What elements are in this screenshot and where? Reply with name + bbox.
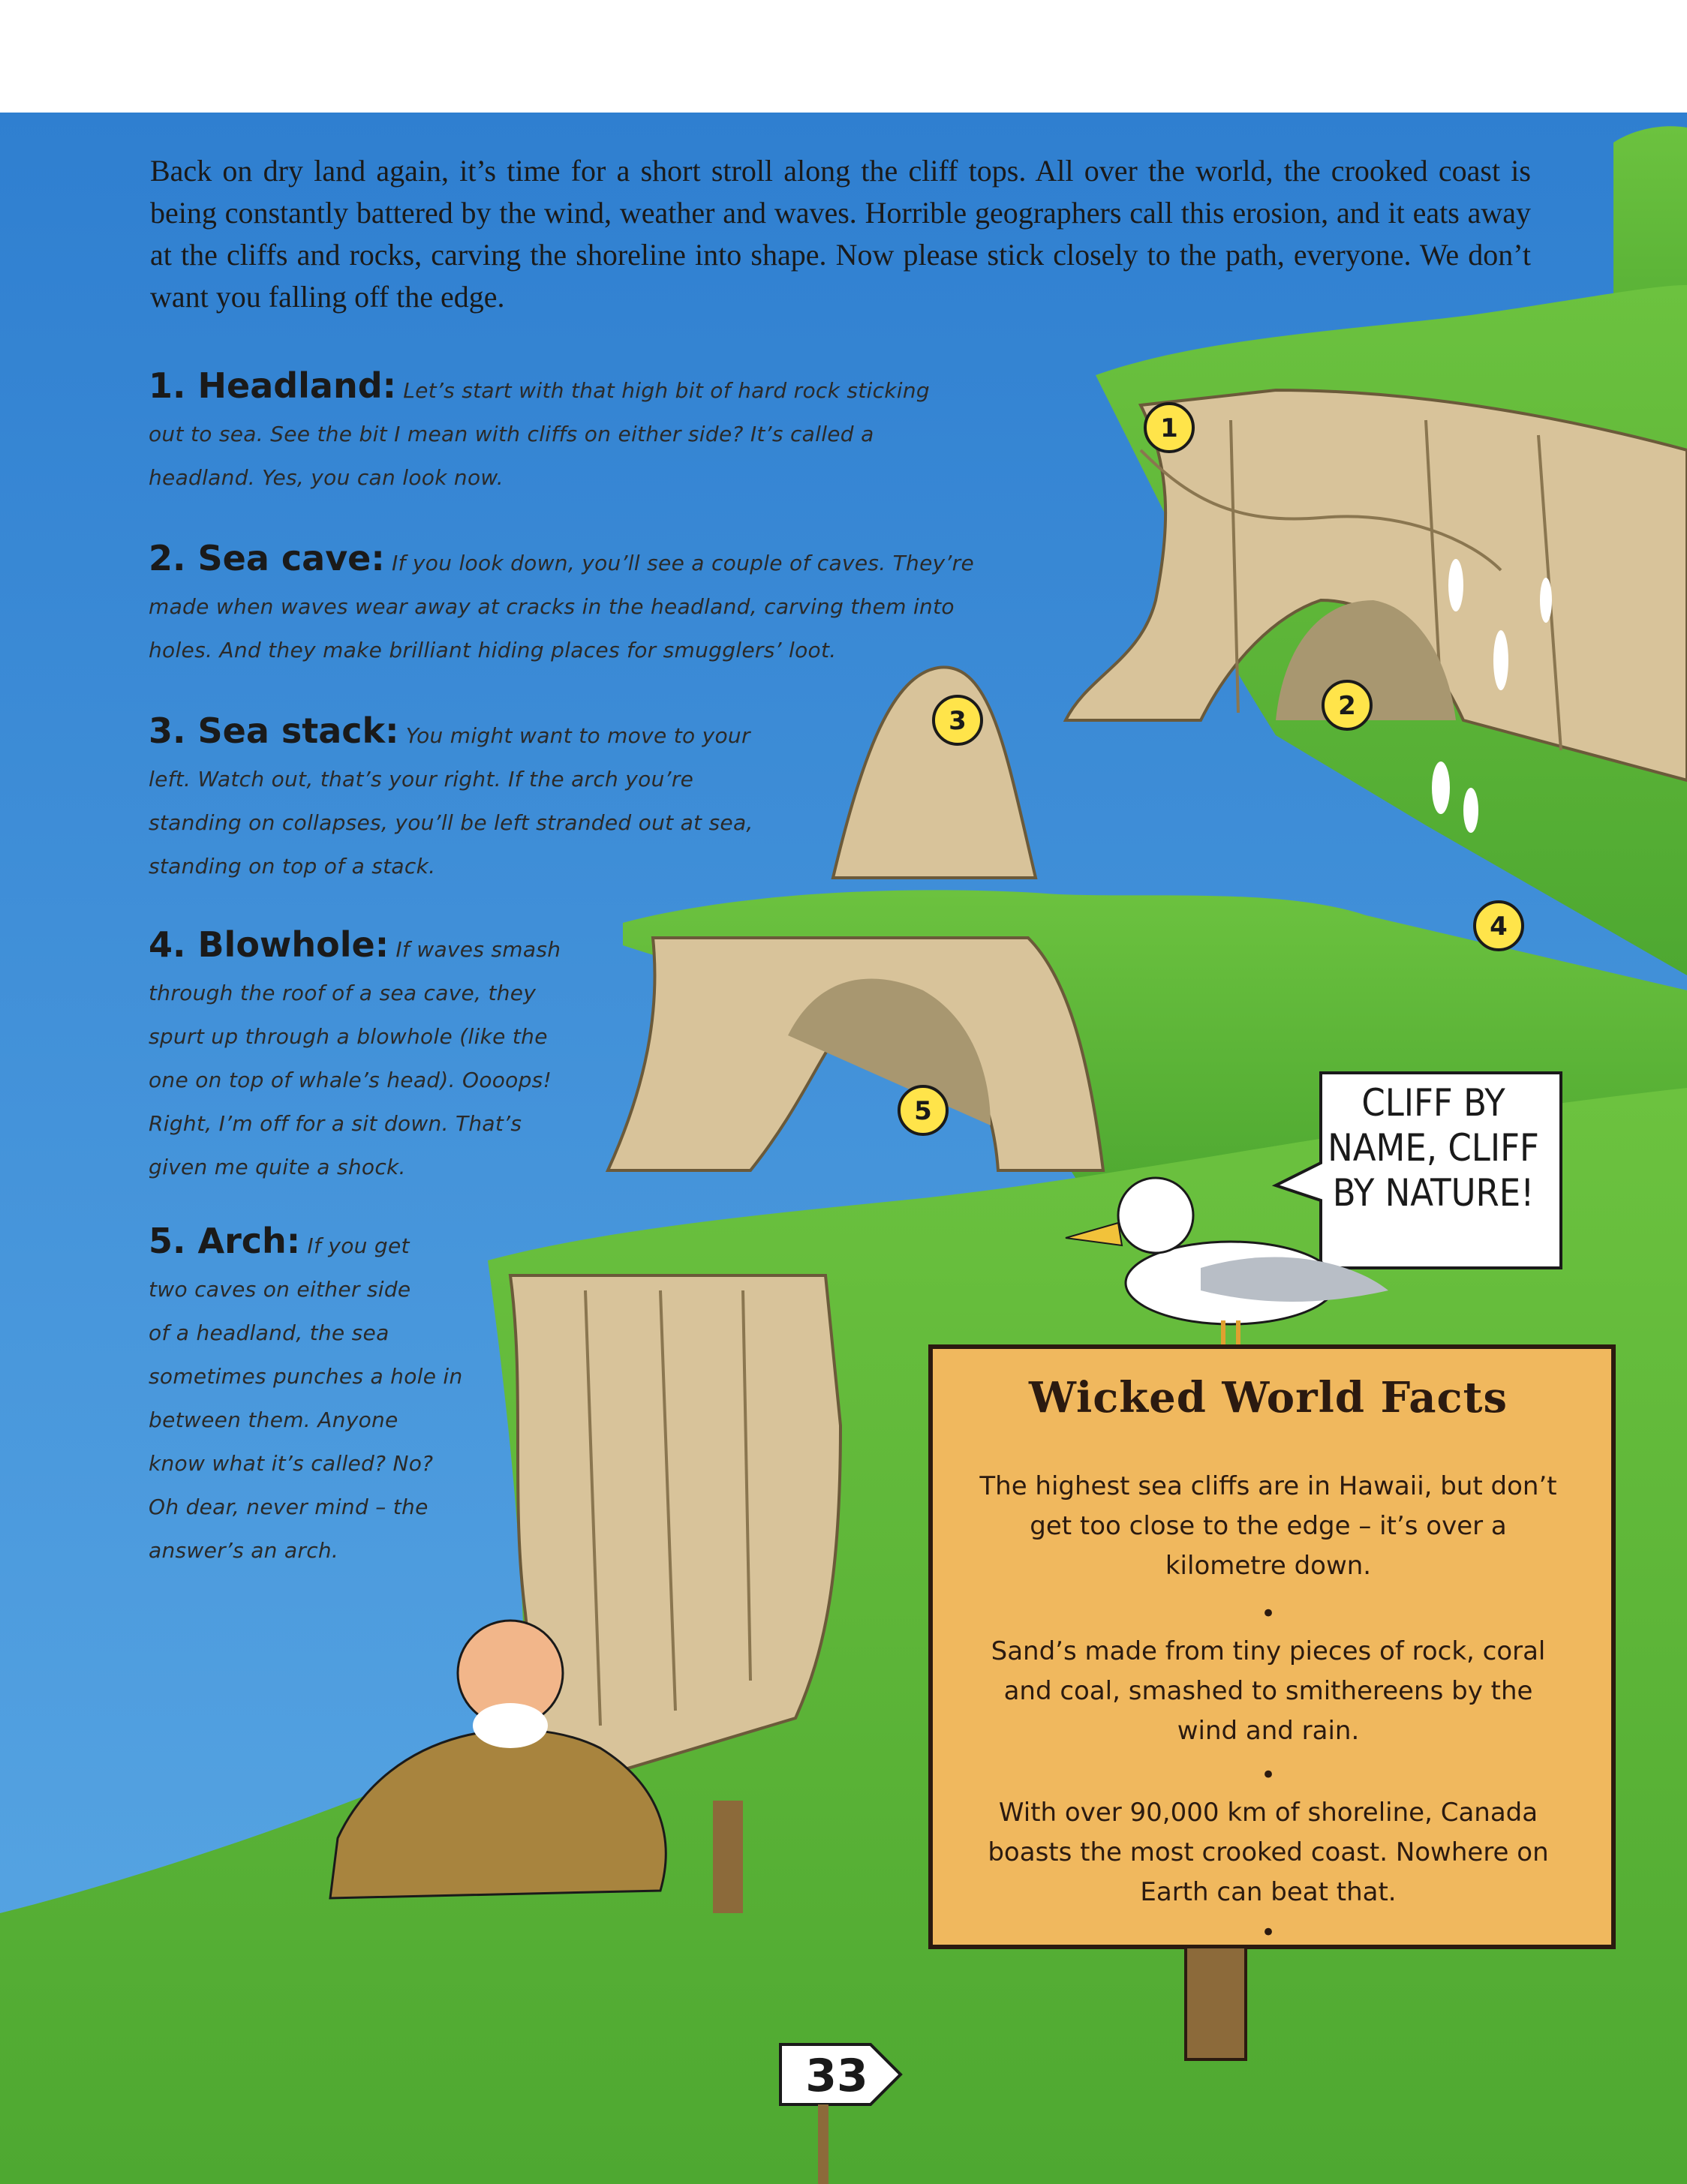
fact-line: With over 90,000 km of shoreline, Canada [998, 1798, 1538, 1828]
feature-headland-heading: 1. Headland: [149, 365, 397, 406]
fact-line: get too close to the edge – it’s over a [1030, 1511, 1507, 1541]
fact-item [976, 1467, 1561, 1586]
fact-line: Sand’s made from tiny pieces of rock, coral [991, 1636, 1546, 1666]
marker-4-label: 4 [1490, 912, 1508, 942]
speech-bubble-text [1313, 1080, 1553, 1215]
feature-arch-line: sometimes punches a hole in [149, 1364, 463, 1389]
marker-5 [899, 1086, 947, 1134]
feature-sea-cave-heading: 2. Sea cave: [149, 538, 385, 578]
feature-arch-line: Oh dear, never mind – the [149, 1495, 429, 1519]
fact-line: The highest sea cliffs are in Hawaii, but don’t [979, 1471, 1557, 1501]
feature-headland-line: Let’s start with that high bit of hard rock sticking [403, 378, 930, 403]
speech-line: CLIFF BY [1361, 1081, 1505, 1125]
feature-headland [149, 364, 1049, 500]
feature-blowhole-line: If waves smash [395, 937, 561, 962]
feature-sea-cave [149, 536, 1049, 672]
feature-arch-line: answer’s an arch. [149, 1538, 339, 1563]
feature-arch-line: know what it’s called? No? [149, 1451, 434, 1476]
feature-arch [149, 1219, 539, 1573]
feature-sea-cave-line: holes. And they make brilliant hiding places for smugglers’ loot. [149, 638, 837, 662]
fact-line: boasts the most crooked coast. Nowhere on [988, 1837, 1549, 1867]
feature-arch-line: If you get [307, 1233, 410, 1258]
bullet-dot: • [1260, 1918, 1277, 1948]
fact-item [976, 1632, 1561, 1751]
feature-blowhole-line: Right, I’m off for a sit down. That’s [149, 1111, 522, 1136]
marker-2 [1323, 681, 1371, 729]
bullet-dot: • [1260, 1599, 1277, 1629]
feature-sea-stack-line: standing on collapses, you’ll be left stranded out at sea, [149, 810, 753, 835]
feature-blowhole-line: spurt up through a blowhole (like the [149, 1024, 548, 1049]
feature-blowhole-line: through the roof of a sea cave, they [149, 981, 537, 1005]
marker-1 [1145, 404, 1193, 452]
fact-item [976, 1793, 1561, 1912]
feature-arch-heading: 5. Arch: [149, 1221, 301, 1261]
facts-title: Wicked World Facts [1029, 1373, 1508, 1422]
feature-sea-cave-line: If you look down, you’ll see a couple of caves. They’re [391, 551, 975, 575]
feature-arch-line: between them. Anyone [149, 1407, 398, 1432]
feature-arch-line: of a headland, the sea [149, 1320, 389, 1345]
marker-2-label: 2 [1338, 691, 1356, 721]
fact-line: wind and rain. [1177, 1716, 1360, 1746]
marker-5-label: 5 [914, 1096, 932, 1126]
feature-blowhole-line: given me quite a shock. [149, 1155, 406, 1179]
speech-line: NAME, CLIFF [1328, 1126, 1539, 1170]
feature-headland-line: out to sea. See the bit I mean with cliffs on either side? It’s called a [149, 422, 874, 446]
feature-sea-stack-line: You might want to move to your [405, 723, 750, 748]
feature-blowhole [149, 923, 629, 1189]
feature-sea-stack [149, 709, 824, 888]
marker-4 [1475, 902, 1523, 950]
intro-paragraph: Back on dry land again, it’s time for a short stroll along the cliff tops. All over the world, the crooked coast is being constantly battered by the wind, weather and waves. Horrible geographers call this erosion, and it eats away at the cliffs and rocks, carving the shoreline into shape. Now please stick closely to the path, everyone. We don’t want you falling off the edge. [150, 154, 1531, 314]
feature-arch-line: two caves on either side [149, 1277, 411, 1302]
feature-headland-line: headland. Yes, you can look now. [149, 465, 504, 490]
feature-sea-stack-line: standing on top of a stack. [149, 854, 436, 879]
feature-sea-stack-heading: 3. Sea stack: [149, 710, 399, 751]
fact-line: kilometre down. [1165, 1551, 1372, 1581]
fact-line: Earth can beat that. [1140, 1877, 1397, 1907]
bullet-dot: • [1260, 1760, 1277, 1790]
speech-line: BY NATURE! [1332, 1171, 1535, 1215]
marker-3-label: 3 [949, 706, 967, 736]
page-number: 33 [805, 2050, 868, 2102]
feature-sea-cave-line: made when waves wear away at cracks in the headland, carving them into [149, 594, 955, 619]
marker-1-label: 1 [1160, 413, 1178, 443]
fact-line: and coal, smashed to smithereens by the [1003, 1676, 1533, 1706]
feature-sea-stack-line: left. Watch out, that’s your right. If the arch you’re [149, 767, 694, 792]
feature-blowhole-line: one on top of whale’s head). Oooops! [149, 1068, 552, 1092]
marker-3 [934, 696, 982, 744]
feature-blowhole-heading: 4. Blowhole: [149, 924, 389, 965]
